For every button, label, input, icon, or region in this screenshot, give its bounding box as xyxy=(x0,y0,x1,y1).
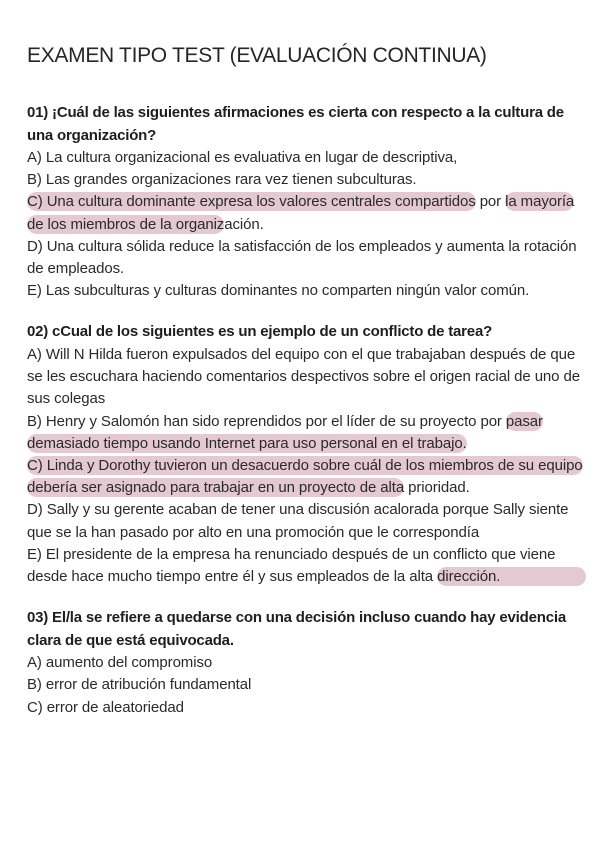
exam-page xyxy=(27,44,587,738)
highlight-mark: pasar demasiado tiempo usando Internet para uso personal en el trabajo. xyxy=(27,412,543,452)
option-text: E) El presidente de la empresa ha renunciado después de un conflicto que viene desde hace mucho tiempo entre él y sus empleados de la alta xyxy=(27,545,556,585)
option-text: ación. xyxy=(224,215,264,233)
question-1-option-b: B) Las grandes organizaciones rara vez tienen subculturas. xyxy=(27,171,417,189)
question-2-option-a: A) Will N Hilda fueron expulsados del equipo con el que trabajaban después de que se les escuchara haciendo comentarios despectivos sobre el origen racial de uno de sus colegas xyxy=(27,345,580,408)
page-title: EXAMEN TIPO TEST (EVALUACIÓN CONTINUA) xyxy=(27,44,487,67)
question-1-text: 01) ¡Cuál de las siguientes afirmaciones es cierta con respecto a la cultura de una organización? xyxy=(27,104,564,144)
question-3-text: 03) El/la se refiere a quedarse con una decisión incluso cuando hay evidencia clara de que está equivocada. xyxy=(27,609,566,649)
question-2-option-d: D) Sally y su gerente acaban de tener una discusión acalorada porque Sally siente que se la han pasado por alto en una promoción que le correspondía xyxy=(27,501,569,541)
question-1-option-e: E) Las subculturas y culturas dominantes no comparten ningún valor común. xyxy=(27,282,530,300)
question-2 xyxy=(27,321,587,588)
question-2-option-e xyxy=(27,544,587,588)
option-text: B) Henry y Salomón han sido reprendidos por el líder de su proyecto por xyxy=(27,412,506,430)
highlight-mark: C) Una cultura dominante expresa los valores centrales compartidos xyxy=(27,193,476,211)
highlight-mark: C) Linda y Dorothy tuvieron un desacuerdo sobre cuál de los miembros de su equipo debería ser asignado para trabajar en un proyecto de alta xyxy=(27,456,583,497)
question-3-option-c: C) error de aleatoriedad xyxy=(27,698,184,716)
question-2-text: 02) cCual de los siguientes es un ejemplo de un conflicto de tarea? xyxy=(27,323,493,341)
question-3-option-b: B) error de atribución fundamental xyxy=(27,676,252,694)
highlight-mark xyxy=(437,567,586,586)
question-1-option-c xyxy=(27,191,587,235)
question-2-option-b xyxy=(27,411,587,455)
option-text: prioridad. xyxy=(404,479,470,497)
question-3-option-a: A) aumento del compromiso xyxy=(27,654,213,672)
question-1-option-a: A) La cultura organizacional es evaluativa en lugar de descriptiva, xyxy=(27,149,458,166)
question-1-option-d: D) Una cultura sólida reduce la satisfacción de los empleados y aumenta la rotación de empleados. xyxy=(27,237,577,278)
question-3 xyxy=(27,607,587,719)
highlight-mark: la mayoría de los miembros de la organiz xyxy=(27,193,575,233)
option-text: dirección. xyxy=(437,567,501,585)
question-1 xyxy=(27,102,587,302)
option-text: por xyxy=(475,193,506,211)
question-2-option-c xyxy=(27,455,587,499)
